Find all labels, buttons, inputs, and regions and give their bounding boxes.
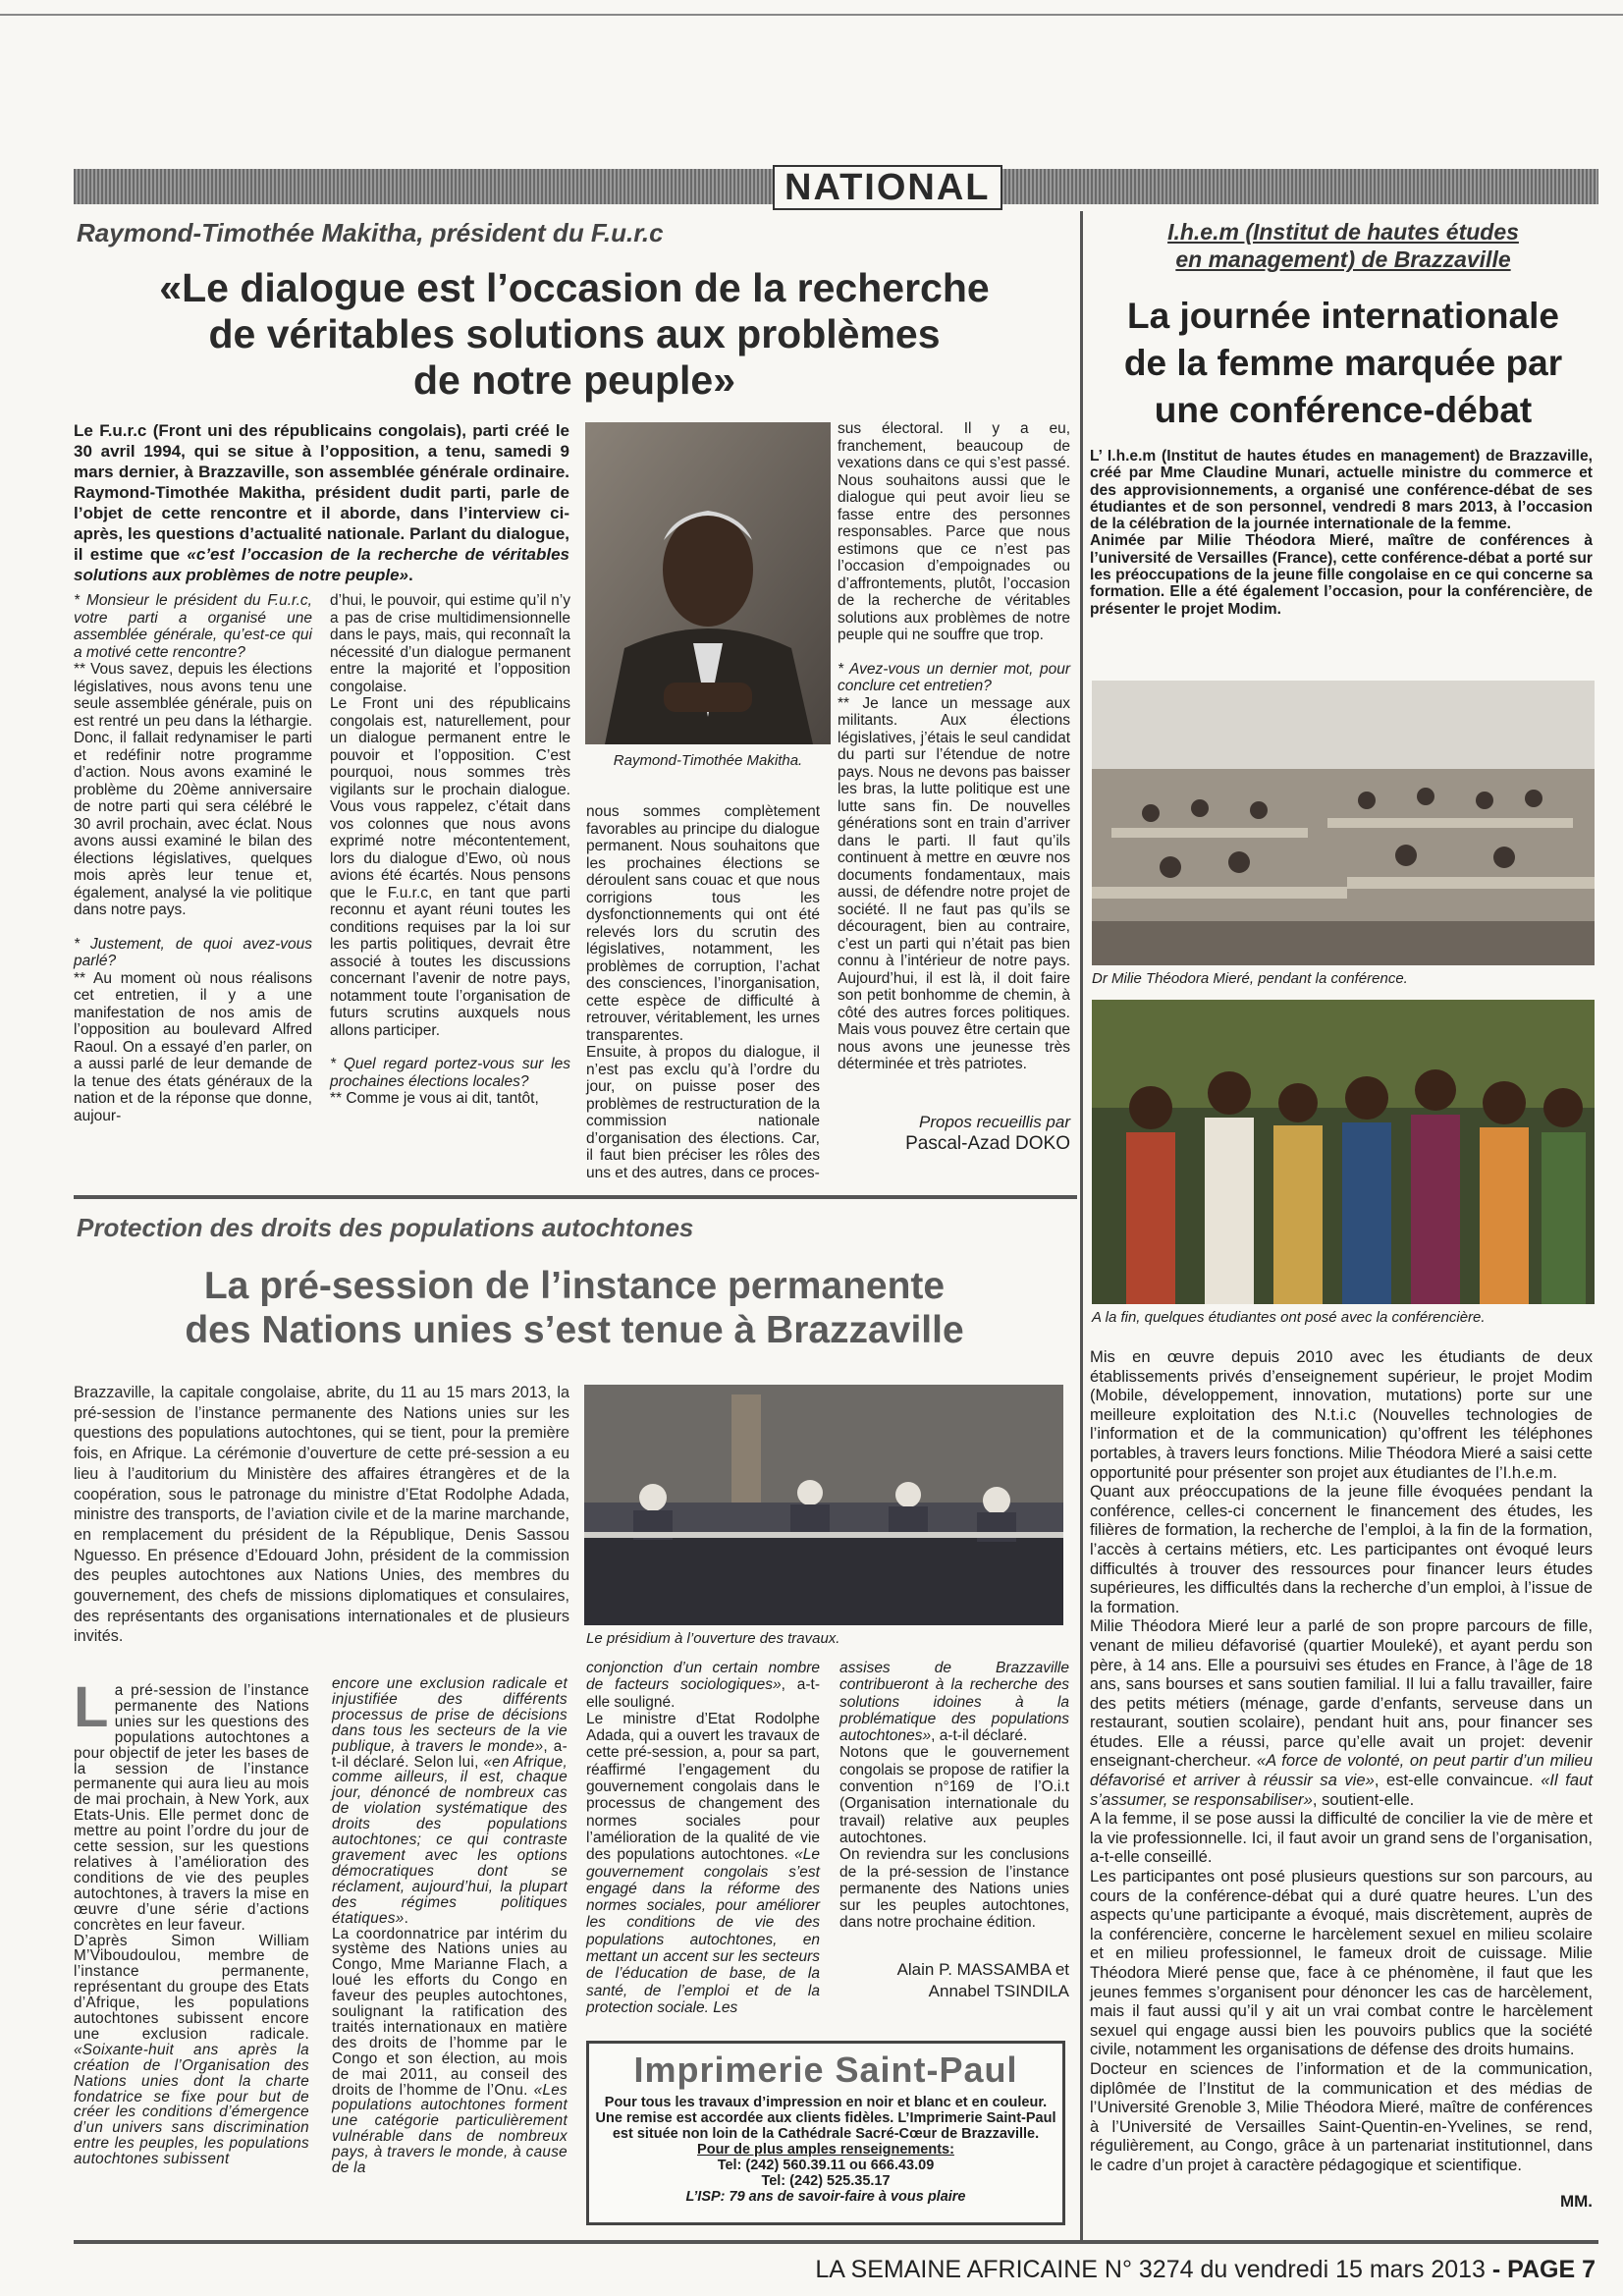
- article-column: [74, 592, 312, 1124]
- interview-question: [838, 661, 1070, 695]
- headline-line: une conférence-débat: [1154, 390, 1533, 430]
- quote-text: assises de Brazzaville contribueront à la recherche des solutions idoines à la problématique des populations autochtones»: [839, 1660, 1069, 1745]
- text: , a-t-il déclaré. Selon lui,: [332, 1737, 568, 1771]
- text: Le Front uni des républicains congolais est, naturellement, pour un dialogue permanent entre le pouvoir et l’opposition. C’est pourquoi, nous sommes très vigilants sur le prochain dialogue. Vous vous rappelez, c’était dans vos colonnes que nous avons exprimé notre mécontentement, lors du dialogue d’Ewo, où nous avions été écartés. Nous pensons que le F.u.r.c, en tant que parti reconnu et ayant réuni toutes les conditions requises par la loi sur les partis politiques, devrait être associé à toutes les discussions concernant l’avenir de notre pays, notamment toute l’organisation de futurs scrutins auxquels nous allons participer.: [330, 695, 570, 1039]
- headline-line: La pré-session de l’instance permanente: [203, 1265, 946, 1307]
- paragraph: [74, 1934, 309, 2168]
- text: , est-elle convaincue.: [1374, 1771, 1542, 1790]
- text: Notons que le gouvernement congolais se propose de ratifier la convention n°169 de l’O.i.t (Organisation internationale du travail) relative aux peuples autochtones.: [839, 1744, 1069, 1846]
- bottom-rule: [74, 2240, 1598, 2244]
- paragraph: [1090, 1347, 1593, 1482]
- paragraph: [839, 1846, 1069, 1931]
- headline-line: de véritables solutions aux problèmes: [208, 311, 941, 356]
- photo-caption: Le présidium à l’ouverture des travaux.: [586, 1630, 840, 1647]
- article-intro: [1090, 448, 1593, 618]
- quote-text: encore une exclusion radicale et injustifiée des différents processus de prise de décisions dans tous les secteurs de la vie publique, à travers le monde»: [332, 1675, 568, 1755]
- interview-question: [74, 592, 312, 661]
- quote-text: «Il faut s’assumer, se responsabiliser»: [1090, 1771, 1593, 1809]
- quote-text: «Soixante-huit ans après la création de l’Organisation des Nations unies dont la charte fondatrice se fixe pour but de créer les conditions d’émergence d’un univers sans discrimination entre les peuples, les populations autochtones subissent: [74, 2041, 309, 2168]
- photo-presidium: [584, 1385, 1063, 1625]
- article-intro: [74, 420, 569, 585]
- interview-question: [330, 1056, 570, 1090]
- paragraph: [74, 1675, 309, 1934]
- article-headline: [74, 1264, 1075, 1352]
- ad-text: Pour tous les travaux d’impression en noir et blanc et en couleur.: [604, 2095, 1048, 2110]
- ad-text: est située non loin de la Cathédrale Sacré-Cœur de Brazzaville.: [612, 2126, 1040, 2142]
- article-column: [586, 1660, 820, 2016]
- paragraph: [586, 803, 820, 1044]
- paragraph: [586, 1660, 820, 1711]
- intro-paragraph: Animée par Milie Théodora Mieré, maître de conférences à l’université de Versailles (France), cette conférence-débat a porté sur les préoccupations de la jeune fille congolaise en ce qui concerne sa formation. Elle a été également l’occasion, pour la conférencière, de présenter le projet Modim.: [1090, 532, 1593, 618]
- text: On reviendra sur les conclusions de la pré-session de l’instance permanente des Nations unies sur les peuples autochtones, dans notre prochaine édition.: [839, 1846, 1069, 1932]
- article-kicker: Protection des droits des populations autochtones: [77, 1213, 694, 1242]
- article-byline: [838, 1112, 1070, 1155]
- paragraph: [1090, 2059, 1593, 2175]
- paragraph: [838, 695, 1070, 1073]
- article-headline: [74, 265, 1075, 404]
- text: Mis en œuvre depuis 2010 avec les étudiants de deux établissements privés d’enseignement supérieur, le projet Modim (Mobile, développement, innovation, mutations) porte sur une meilleure exploitation des N.t.i.c (Nouvelles technologies de l’information et de la communication) qu’offrent les téléphones portables, à travers leurs fonctions. Milie Théodora Mieré a saisi cette opportunité pour présenter son projet aux étudiantes de l’I.h.e.m.: [1090, 1347, 1593, 1482]
- article-column: [839, 1660, 1069, 1932]
- intro-paragraph: L’ I.h.e.m (Institut de hautes études en management) de Brazzaville, créé par Mme Claudine Munari, actuelle ministre du commerce et des approvisionnements, a organisé une conférence-débat de ses étudiantes et de son personnel, vendredi 8 mars 2013, à l’occasion de la célébration de la journée internationale de la femme.: [1090, 448, 1593, 533]
- paragraph: [1090, 1809, 1593, 1867]
- paragraph: [839, 1660, 1069, 1744]
- text: * Monsieur le président du F.u.r.c, votre parti a organisé une assemblée générale, qu’est-ce qui a motivé cette rencontre?: [74, 592, 312, 661]
- photo-group-students: [1092, 1000, 1595, 1304]
- ad-text: Une remise est accordée aux clients fidèles. L’Imprimerie Saint-Paul: [595, 2110, 1056, 2126]
- paragraph: [330, 1090, 570, 1108]
- article-column: [586, 803, 820, 1181]
- text: La coordonnatrice par intérim du système des Nations unies au Congo, Mme Marianne Flach, a loué les efforts du Congo en faveur des peuples autochtones, soulignant la ratification des traités internationaux en matière des droits de l’homme par le Congo et son élection, au mois de mai 2011, au conseil des droits de l’homme de l’Onu.: [332, 1925, 568, 2099]
- text: * Avez-vous un dernier mot, pour conclure cet entretien?: [838, 660, 1070, 694]
- headline-line: des Nations unies s’est tenue à Brazzaville: [185, 1309, 964, 1351]
- article-column: [838, 420, 1070, 1073]
- ad-title: Imprimerie Saint-Paul: [633, 2050, 1018, 2090]
- text: Les participantes ont posé plusieurs questions sur son parcours, au cours de la conférence-débat qui a duré quatre heures. L’un des aspects qu’une participante a évoqué, mais discrètement, auprès de la conférencière, concerne le harcèlement sexuel en milieu scolaire et en milieu professionnel, le fameux droit de cuissage. Milie Théodora Mieré pense que, face à ce phénomène, il faut que les jeunes femmes s’organisent pour dénoncer les cas de harcèlement, mais il faut aussi qu’il y ait un vrai combat contre le harcèlement sexuel qui engage aussi bien les pouvoirs publics que la société civile, notamment les organisations de défense des droits humains.: [1090, 1867, 1593, 2059]
- paragraph: [1090, 1616, 1593, 1809]
- byline-lead: Propos recueillis par: [918, 1113, 1070, 1131]
- quote-text: «A force de volonté, on peut partir d’un milieu défavorisé et arriver à réussir sa vie»: [1090, 1751, 1593, 1790]
- quote-text: «c’est l’occasion de la recherche de véritables solutions aux problèmes de notre peuple»: [74, 545, 569, 584]
- article-kicker: Raymond-Timothée Makitha, président du F.u.r.c: [77, 218, 664, 247]
- headline-line: de la femme marquée par: [1123, 343, 1563, 383]
- text: a pré-session de l’instance permanente des Nations unies sur les questions des populations autochtones a pour objectif de jeter les bases de la session de l’instance permanente qui aura lieu au mois de mai prochain, à New York, aux Etats-Unis. Elle permet donc de mettre au point l’ordre du jour de cette session, sur les questions relatives à l’amélioration des conditions de vie des peuples autochtones, à travers la mise en œuvre d’une série d’actions concrètes en leur faveur.: [74, 1682, 309, 1934]
- page-number: - PAGE 7: [1485, 2256, 1596, 2283]
- text: .: [404, 1909, 409, 1927]
- text: D’après Simon William M’Viboudoulou, membre de l’instance permanente, représentant du groupe des Etats d’Afrique, les populations autochtones subissent encore une exclusion radicale.: [74, 1932, 309, 2043]
- text: * Justement, de quoi avez-vous parlé?: [74, 935, 312, 969]
- ad-phone: Tel: (242) 525.35.17: [761, 2173, 891, 2189]
- headline-line: «Le dialogue est l’occasion de la recherche: [159, 265, 990, 310]
- text: sus électoral. Il y a eu, franchement, beaucoup de vexations dans ce qui s’est passé. Nous souhaitons aussi que le dialogue qui peut avoir lieu se fasse entre des personnes responsables. Parce que nous estimons que ce n’est pas l’occasion d’empoignades ou d’affrontements, plutôt, l’occasion de la recherche de véritables solutions aux problèmes de notre peuple qui ne souffre que trop.: [838, 420, 1070, 643]
- photo-caption: Dr Milie Théodora Mieré, pendant la conférence.: [1092, 970, 1408, 987]
- text: .: [408, 566, 413, 584]
- text: nous sommes complètement favorables au principe du dialogue permanent. Nous souhaitons que les prochaines élections se déroulent sans couac et que nous corrigions tous les dysfonctionnements qui ont été relevés lors du scrutin des législatives, notamment, les problèmes de corruption, l’achat des consciences, l’inorganisation, cette espèce de difficulté à retrouver, véritablement, les urnes transparentes.: [586, 803, 820, 1044]
- text: Ensuite, à propos du dialogue, il n’est pas exclu qu’à l’ordre du jour, on puisse poser des problèmes de restructuration de la commission nationale d’organisation des élections. Car, il faut bien préciser les rôles des uns et des autres, dans ce proces-: [586, 1044, 820, 1181]
- paragraph: [332, 1676, 568, 1927]
- paragraph: [330, 695, 570, 1039]
- text: * Quel regard portez-vous sur les prochaines élections locales?: [330, 1056, 570, 1090]
- page-footer: [815, 2256, 1596, 2284]
- paragraph: [74, 661, 312, 919]
- section-banner: [74, 167, 1598, 208]
- byline-author: Pascal-Azad DOKO: [905, 1133, 1070, 1154]
- masthead: LA SEMAINE AFRICAINE N° 3274 du vendredi 15 mars 2013: [815, 2256, 1486, 2283]
- text: Docteur en sciences de l’information et de la communication, diplômée de l’Institut de la communication et des médias de l’Université Grenoble 3, Milie Théodora Mieré, maître de conférences à l’Université de Versailles Saint-Quentin-en-Yvelines, se rend, régulièrement, au Congo, grâce à un partenariat institutionnel, dans le cadre d’un projet à caractère pédagogique et scientifique.: [1090, 2058, 1593, 2174]
- article-intro: Brazzaville, la capitale congolaise, abrite, du 11 au 15 mars 2013, la pré-session de l’instance permanente des Nations unies sur les questions des populations autochtones, qui se tient, pour la première fois, en Afrique. La cérémonie d’ouverture de cette pré-session a eu lieu à l’auditorium du Ministère des affaires étrangères et de la coopération, sous le patronage du ministre d’Etat Rodolphe Adada, ministre des transports, de l’aviation civile et de la marine marchande, en remplacement du président de la République, Denis Sassou Nguesso. En présence d’Edouard John, président de la commission des peuples autochtones aux Nations Unies, des membres du gouvernement, des chefs de missions diplomatiques et consulaires, des représentants des organisations internationales et de plusieurs invités.: [74, 1384, 569, 1646]
- kicker-line: en management) de Brazzaville: [1175, 246, 1511, 272]
- text: Le F.u.r.c (Front uni des républicains congolais), parti créé le 30 avril 1994, qui se situe à l’opposition, a tenu, samedi 9 mars dernier, à Brazzaville, son assemblée générale ordinaire. Raymond-Timothée Makitha, président dudit parti, parle de l’objet de cette rencontre et il aborde, dans l’interview ci-après, les questions d’actualité nationale. Parlant du dialogue, il estime que: [74, 421, 569, 564]
- photo-caption: Raymond-Timothée Makitha.: [613, 752, 803, 769]
- ad-info-heading: Pour de plus amples renseignements:: [697, 2142, 954, 2158]
- text: Quant aux préoccupations de la jeune fille évoquées pendant la conférence, celles-ci concernent le financement des études, les filières de formation, la recherche de l’emploi, à la fin de la formation, l’accès à certains métiers, etc. Les participantes ont évoqué leurs difficultés à trouver des ressources pour financer leurs études supérieures, les difficultés dans la recherche d’un emploi, à l’issue de la formation.: [1090, 1482, 1593, 1616]
- top-rule: [0, 14, 1623, 16]
- headline-line: La journée internationale: [1127, 296, 1559, 336]
- article-byline: MM.: [1559, 2192, 1593, 2211]
- paragraph: [1090, 1867, 1593, 2059]
- interview-question: [74, 936, 312, 970]
- paragraph: [1090, 1482, 1593, 1616]
- photo-caption: A la fin, quelques étudiantes ont posé avec la conférencière.: [1092, 1309, 1486, 1326]
- advertisement-imprimerie-saint-paul: [586, 2041, 1065, 2225]
- text: d’hui, le pouvoir, qui estime qu’il n’y a pas de crise multidimensionnelle dans le pays, mais, qui reconnaît la nécessité d’un dialogue permanent entre la majorité et l’opposition congolaise.: [330, 592, 570, 695]
- article-headline: [1088, 293, 1598, 434]
- ad-phone: Tel: (242) 560.39.11 ou 666.43.09: [717, 2158, 935, 2173]
- text: ** Comme je vous ai dit, tantôt,: [330, 1090, 539, 1107]
- paragraph: [839, 1744, 1069, 1846]
- byline-author: Alain P. MASSAMBA et: [896, 1960, 1069, 1979]
- text: ** Je lance un message aux militants. Aux élections législatives, j’étais le seul candidat du parti sur l’étendue de notre pays. Nous ne devons pas baisser les bras, la lutte politique est une lutte sans fin. De nouvelles générations sont en train d’arriver dans le parti. Il faut qu’ils continuent à mettre en œuvre nos documents fondamentaux, mais aussi, de défendre notre projet de société. Il ne faut pas qu’ils se découragent, bien au contraire, c’est un parti qui n’était pas bien connu à l’intérieur de notre pays. Aujourd’hui, il est là, il doit faire son petit bonhomme de chemin, à côté des autres forces politiques. Mais vous pouvez être certain que nous avons une jeunesse très déterminée et très patriotes.: [838, 694, 1070, 1072]
- article-column: [330, 592, 570, 1108]
- text: , a-t-il déclaré.: [931, 1727, 1028, 1745]
- photo-conference: [1092, 681, 1595, 965]
- byline-author: Annabel TSINDILA: [928, 1982, 1069, 2000]
- quote-text: «en Afrique, comme ailleurs, il est, chaque jour, dénoncé de nombreux cas de violation systématique des droits des populations autochtones; ce qui contraste gravement avec les options démocratiques dont se réclament, aujourd’hui, la plupart des régimes politiques étatiques»: [332, 1753, 568, 1927]
- paragraph: [586, 1044, 820, 1181]
- text: ** Vous savez, depuis les élections législatives, nous avons tenu une seule assemblée générale, puis on est rentré un peu dans la léthargie. Donc, il fallait redynamiser le parti et redéfinir notre programme d’action. Nous avons examiné le problème du 20ème anniversaire de notre parti qui sera célébré le 30 avril prochain, avec éclat. Nous avons aussi examiné le bilan des élections législatives, quelques mois après leur tenue et, également, analysé la vie politique dans notre pays.: [74, 661, 312, 918]
- photo-makitha: [585, 422, 831, 744]
- paragraph: [74, 970, 312, 1125]
- column-divider: [1080, 211, 1083, 2244]
- article-byline: [839, 1959, 1069, 2002]
- section-title: NATIONAL: [773, 165, 1002, 210]
- article-divider: [74, 1195, 1077, 1199]
- article-column: [74, 1675, 309, 2168]
- paragraph: [330, 592, 570, 695]
- kicker-line: I.h.e.m (Institut de hautes études: [1167, 219, 1519, 245]
- quote-text: conjonction d’un certain nombre de facteurs sociologiques»: [586, 1660, 820, 1694]
- text: , a-t-elle souligné.: [586, 1676, 820, 1711]
- quote-text: «Le gouvernement congolais s’est engagé dans la réforme des normes sociales, pour améliorer les conditions de vie des populations autochtones, en mettant un accent sur les secteurs de l’éducation de base, de la santé, de l’emploi et de la protection sociale. Les: [586, 1846, 820, 2016]
- text: ** Au moment où nous réalisons cet entretien, il y a une manifestation de nos amis de l’opposition au boulevard Alfred Raoul. On a essayé d’en parler, on a aussi parlé de leur demande de la tenue des états généraux de la nation et de la réponse que donne, aujour-: [74, 969, 312, 1124]
- ad-slogan: L’ISP: 79 ans de savoir-faire à vous plaire: [685, 2189, 966, 2205]
- drop-cap: L: [74, 1675, 109, 1739]
- article-kicker: [1088, 218, 1598, 273]
- paragraph: [838, 420, 1070, 644]
- text: Le ministre d’Etat Rodolphe Adada, qui a ouvert les travaux de cette pré-session, a, pour sa part, réaffirmé l’engagement du gouvernement congolais dans le processus de changement des normes sociales pour l’amélioration de la qualité de vie des populations autochtones.: [586, 1710, 820, 1864]
- text: A la femme, il se pose aussi la difficulté de concilier la vie de mère et la vie professionnelle. Ici, il faut avoir un grand sens de l’organisation, a-t-elle conseillé.: [1090, 1809, 1593, 1867]
- article-body: [1090, 1347, 1593, 2175]
- headline-line: de notre peuple»: [412, 357, 736, 403]
- paragraph: [332, 1927, 568, 2177]
- paragraph: [586, 1711, 820, 2016]
- quote-text: «Les populations autochtones forment une catégorie particulièrement vulnérable dans de nombreux pays, à travers le monde, à cause de la: [332, 2081, 568, 2177]
- article-column: [332, 1676, 568, 2176]
- text: Milie Théodora Mieré leur a parlé de son propre parcours de fille, venant de milieu défavorisé (quartier Mouleké), et ayant perdu son père, à 14 ans. Elle a poursuivi ses études en France, à l’âge de 18 ans, sans bourses et sans soutien familial. Il lui a fallu travailler, faire des petits métiers (ménage, garde d’enfants, serveuse dans un restaurant, soutien scolaire), pendant huit ans, pour financer ses études. Elle a réussi, parce qu’elle avait un projet: devenir enseignant-chercheur.: [1090, 1616, 1593, 1771]
- text: , soutient-elle.: [1312, 1789, 1415, 1809]
